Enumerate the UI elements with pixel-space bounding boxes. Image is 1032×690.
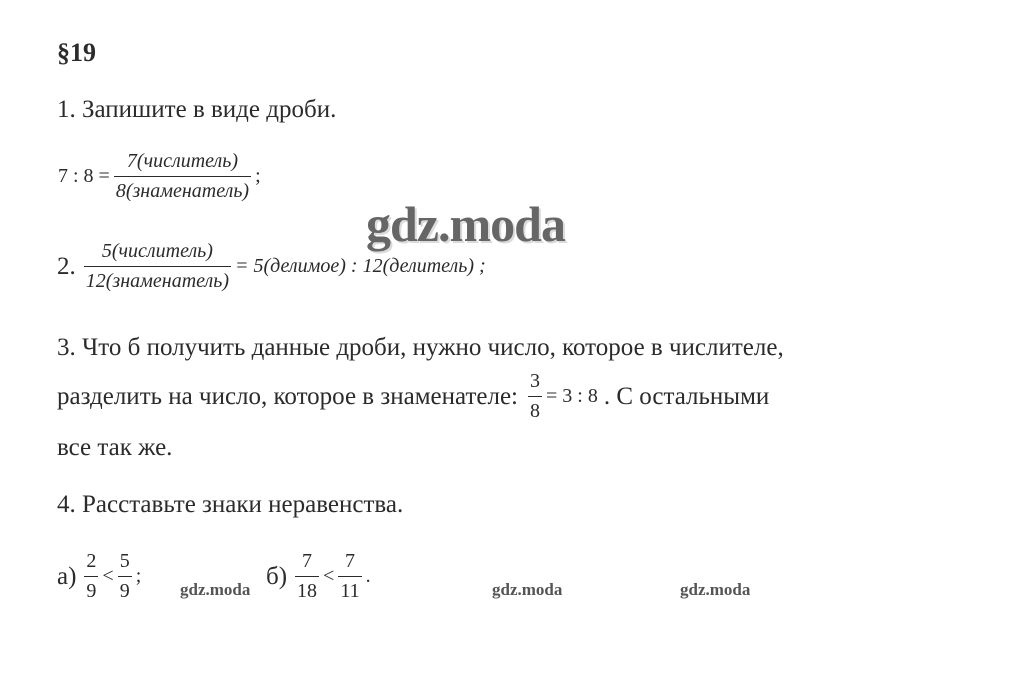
task1-tail: ;: [255, 165, 261, 187]
task2-equation: [57, 240, 486, 293]
fraction-bar: [338, 576, 361, 577]
task4-a-fraction2: [118, 550, 132, 603]
fraction-bar: [295, 576, 319, 577]
numerator: 7: [344, 550, 355, 572]
watermark-small: gdz.moda: [180, 580, 251, 599]
task1-lhs: 7 : 8 =: [58, 165, 110, 187]
task3-line3: все так же.: [57, 434, 173, 461]
fraction-bar: [84, 266, 231, 267]
task3-eq: = 3 : 8: [546, 385, 598, 407]
task4-b-tail: .: [365, 565, 371, 587]
task4-text: 4. Расставьте знаки неравенства.: [57, 491, 404, 518]
denominator: 9: [86, 580, 97, 602]
task3-line2-suffix: . С остальными: [603, 382, 770, 410]
task3-denominator: 8: [530, 400, 540, 422]
numerator: 5: [119, 550, 130, 572]
task2-label: 2.: [57, 252, 76, 280]
watermark-small: gdz.moda: [680, 580, 751, 599]
task4-a-fraction1: [84, 550, 98, 603]
task4-part-b: [266, 550, 371, 603]
task3-line2: [57, 370, 769, 423]
task1-equation: [58, 150, 261, 203]
task4-a-sign: <: [102, 565, 114, 587]
task2-rhs: = 5(делимое) : 12(делитель) ;: [235, 255, 486, 277]
task1-numerator: 7(числитель): [126, 150, 239, 172]
denominator: 9: [119, 580, 130, 602]
numerator: 7: [302, 550, 313, 572]
task4-b-label: б): [266, 562, 288, 590]
task3-line2-prefix: разделить на число, которое в знаменателе:: [57, 382, 518, 410]
task4-a-tail: ;: [135, 565, 142, 587]
task1-text: 1. Запишите в виде дроби.: [57, 96, 337, 123]
task1-denominator: 8(знаменатель): [115, 180, 250, 202]
section-heading: §19: [57, 38, 96, 67]
task3-line1: 3. Что б получить данные дроби, нужно число, которое в числителе,: [57, 334, 784, 361]
task4-part-a: [57, 550, 141, 603]
fraction-bar: [528, 396, 542, 397]
watermark-main: gdz.moda: [366, 196, 565, 252]
task4-b-sign: <: [323, 565, 335, 587]
watermark-small: gdz.moda: [492, 580, 563, 599]
task4-a-label: а): [57, 562, 77, 590]
task2-numerator: 5(числитель): [101, 240, 213, 262]
task3-numerator: 3: [530, 370, 540, 392]
fraction-bar: [84, 576, 98, 577]
fraction-bar: [114, 176, 251, 177]
task2-denominator: 12(знаменатель): [85, 270, 230, 292]
task4-b-fraction1: [295, 550, 319, 603]
denominator: 11: [340, 580, 360, 602]
task3-fraction: [528, 370, 542, 423]
fraction-bar: [118, 576, 132, 577]
task2-fraction: [84, 240, 231, 293]
numerator: 2: [86, 550, 97, 572]
task1-fraction: [114, 150, 251, 203]
task4-b-fraction2: [338, 550, 361, 603]
denominator: 18: [297, 580, 318, 602]
